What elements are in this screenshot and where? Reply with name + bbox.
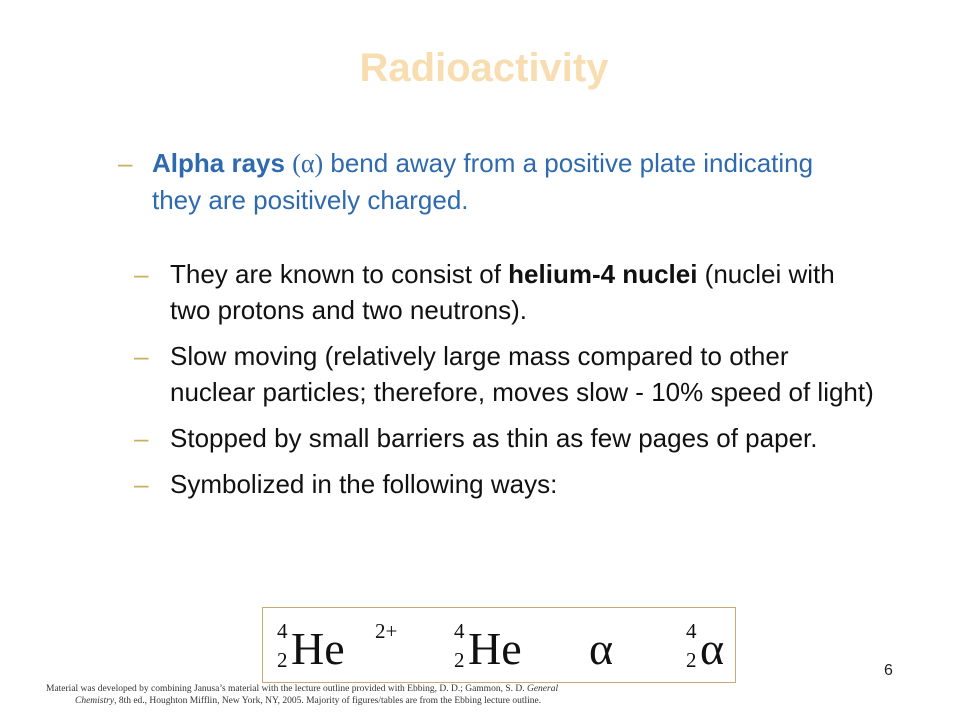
sub-bullet-item	[134, 466, 874, 502]
bullet-dash: –	[118, 148, 133, 178]
he-atom-element: He	[468, 623, 522, 674]
bullet-dash: –	[134, 469, 149, 499]
sub-bullet-item	[134, 338, 874, 410]
footnote-italic-a: General	[526, 684, 559, 694]
alpha-symbols-svg	[263, 608, 737, 684]
sub-bullet-bold: helium-4 nuclei	[508, 259, 698, 289]
sub-bullet-post: (nuclei with two protons and two neutrons).	[170, 259, 835, 325]
alpha-nuclide-atomic: 2	[686, 648, 697, 672]
sub-bullet-pre: Slow moving (relatively large mass compared to other nuclear particles; therefore, moves slow - 10% speed of light)	[170, 341, 874, 407]
he-ion-element: He	[291, 623, 345, 674]
alpha-nuclide-mass: 4	[686, 619, 697, 643]
bullet-dash: –	[134, 341, 149, 371]
footnote-line1	[46, 684, 558, 694]
sub-bullet-pre: Symbolized in the following ways:	[170, 469, 558, 499]
slide-title: Radioactivity	[359, 46, 609, 90]
footnote-text-b: , 8th ed., Houghton Mifflin, New York, NY, 2005. Majority of figures/tables are from the Ebbing lecture outline.	[114, 696, 542, 706]
main-bullet	[118, 145, 858, 218]
footnote-line2	[46, 695, 686, 707]
footnote	[46, 683, 686, 707]
alpha-symbols-box	[262, 607, 736, 683]
sub-bullet-list	[134, 256, 874, 512]
sub-bullet-pre: They are known to consist of	[170, 259, 509, 289]
sub-bullet-item	[134, 420, 874, 456]
bullet-dash: –	[134, 259, 149, 289]
alpha-nuclide-greek: α	[700, 623, 725, 674]
bullet-dash: –	[134, 423, 149, 453]
he-atom-mass: 4	[454, 619, 465, 643]
footnote-text-a: Material was developed by combining Janusa’s material with the lecture outline provided with Ebbing, D. D.; Gammon, S. D.	[46, 684, 527, 694]
page-number: 6	[884, 662, 893, 679]
sub-bullet-item	[134, 256, 874, 328]
alpha-rays-bold: Alpha rays	[152, 148, 285, 178]
he-ion-charge: 2+	[375, 619, 398, 643]
main-bullet-rest: bend away from a positive plate indicating they are positively charged.	[152, 148, 814, 215]
main-bullet-text	[152, 145, 858, 218]
alpha-greek: α	[589, 623, 614, 674]
alpha-symbol: (α)	[292, 149, 324, 178]
he-atom-atomic: 2	[454, 648, 465, 672]
footnote-italic-b: Chemistry	[75, 696, 115, 706]
he-ion-mass: 4	[277, 619, 288, 643]
he-ion-atomic: 2	[277, 648, 288, 672]
sub-bullet-pre: Stopped by small barriers as thin as few pages of paper.	[170, 423, 818, 453]
